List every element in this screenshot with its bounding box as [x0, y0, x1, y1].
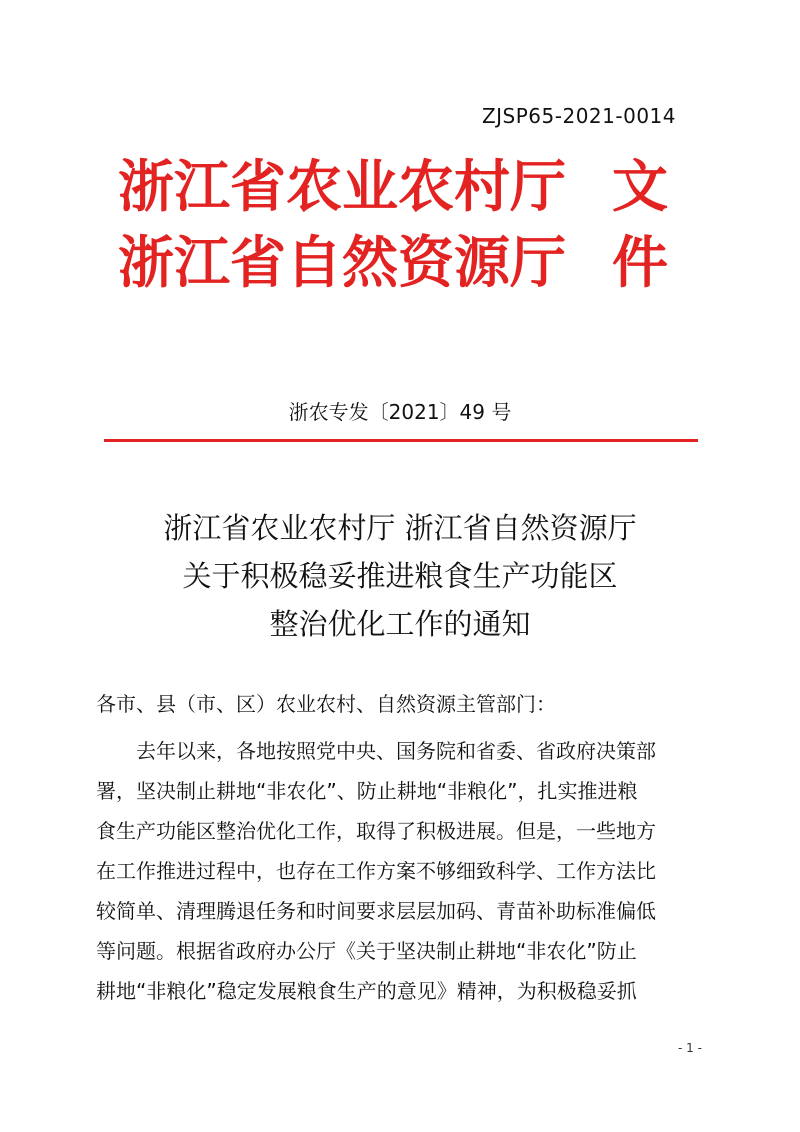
- document-word-line-1: 文: [612, 155, 668, 220]
- body-line-6: 等问题。根据省政府办公厅《关于坚决制止耕地“非农化”防止: [96, 939, 637, 963]
- recipient-line: 各市、县（市、区）农业农村、自然资源主管部门：: [96, 692, 556, 716]
- body-line-2: 署，坚决制止耕地“非农化”、防止耕地“非粮化”，扎实推进粮: [96, 779, 638, 803]
- body-line-7: 耕地“非粮化”稳定发展粮食生产的意见》精神，为积极稳妥抓: [96, 979, 637, 1003]
- title-line-3: 整治优化工作的通知: [269, 607, 531, 641]
- body-line-4: 在工作推进过程中，也存在工作方案不够细致科学、工作方法比: [96, 859, 656, 883]
- title-line-2: 关于积极稳妥推进粮食生产功能区: [182, 559, 618, 593]
- body-line-1: 去年以来，各地按照党中央、国务院和省委、省政府决策部: [96, 739, 656, 763]
- title-line-1: 浙江省农业农村厅 浙江省自然资源厅: [163, 511, 637, 545]
- document-code: ZJSP65-2021-0014: [481, 104, 676, 128]
- red-separator-line: [104, 439, 698, 442]
- issuer-line-2: 浙江省自然资源厅: [118, 231, 566, 296]
- document-word-line-2: 件: [612, 231, 668, 296]
- body-line-3: 食生产功能区整治优化工作，取得了积极进展。但是，一些地方: [96, 819, 656, 843]
- body-paragraph: [96, 731, 707, 1011]
- issuer-line-1: 浙江省农业农村厅: [118, 155, 566, 220]
- issuer-names: [118, 150, 566, 302]
- document-title: [0, 504, 800, 648]
- page-number: - 1 -: [678, 1041, 702, 1055]
- document-word: [612, 150, 668, 302]
- body-line-5: 较简单、清理腾退任务和时间要求层层加码、青苗补助标准偏低: [96, 899, 656, 923]
- document-number: 浙农专发〔2021〕49 号: [288, 400, 512, 424]
